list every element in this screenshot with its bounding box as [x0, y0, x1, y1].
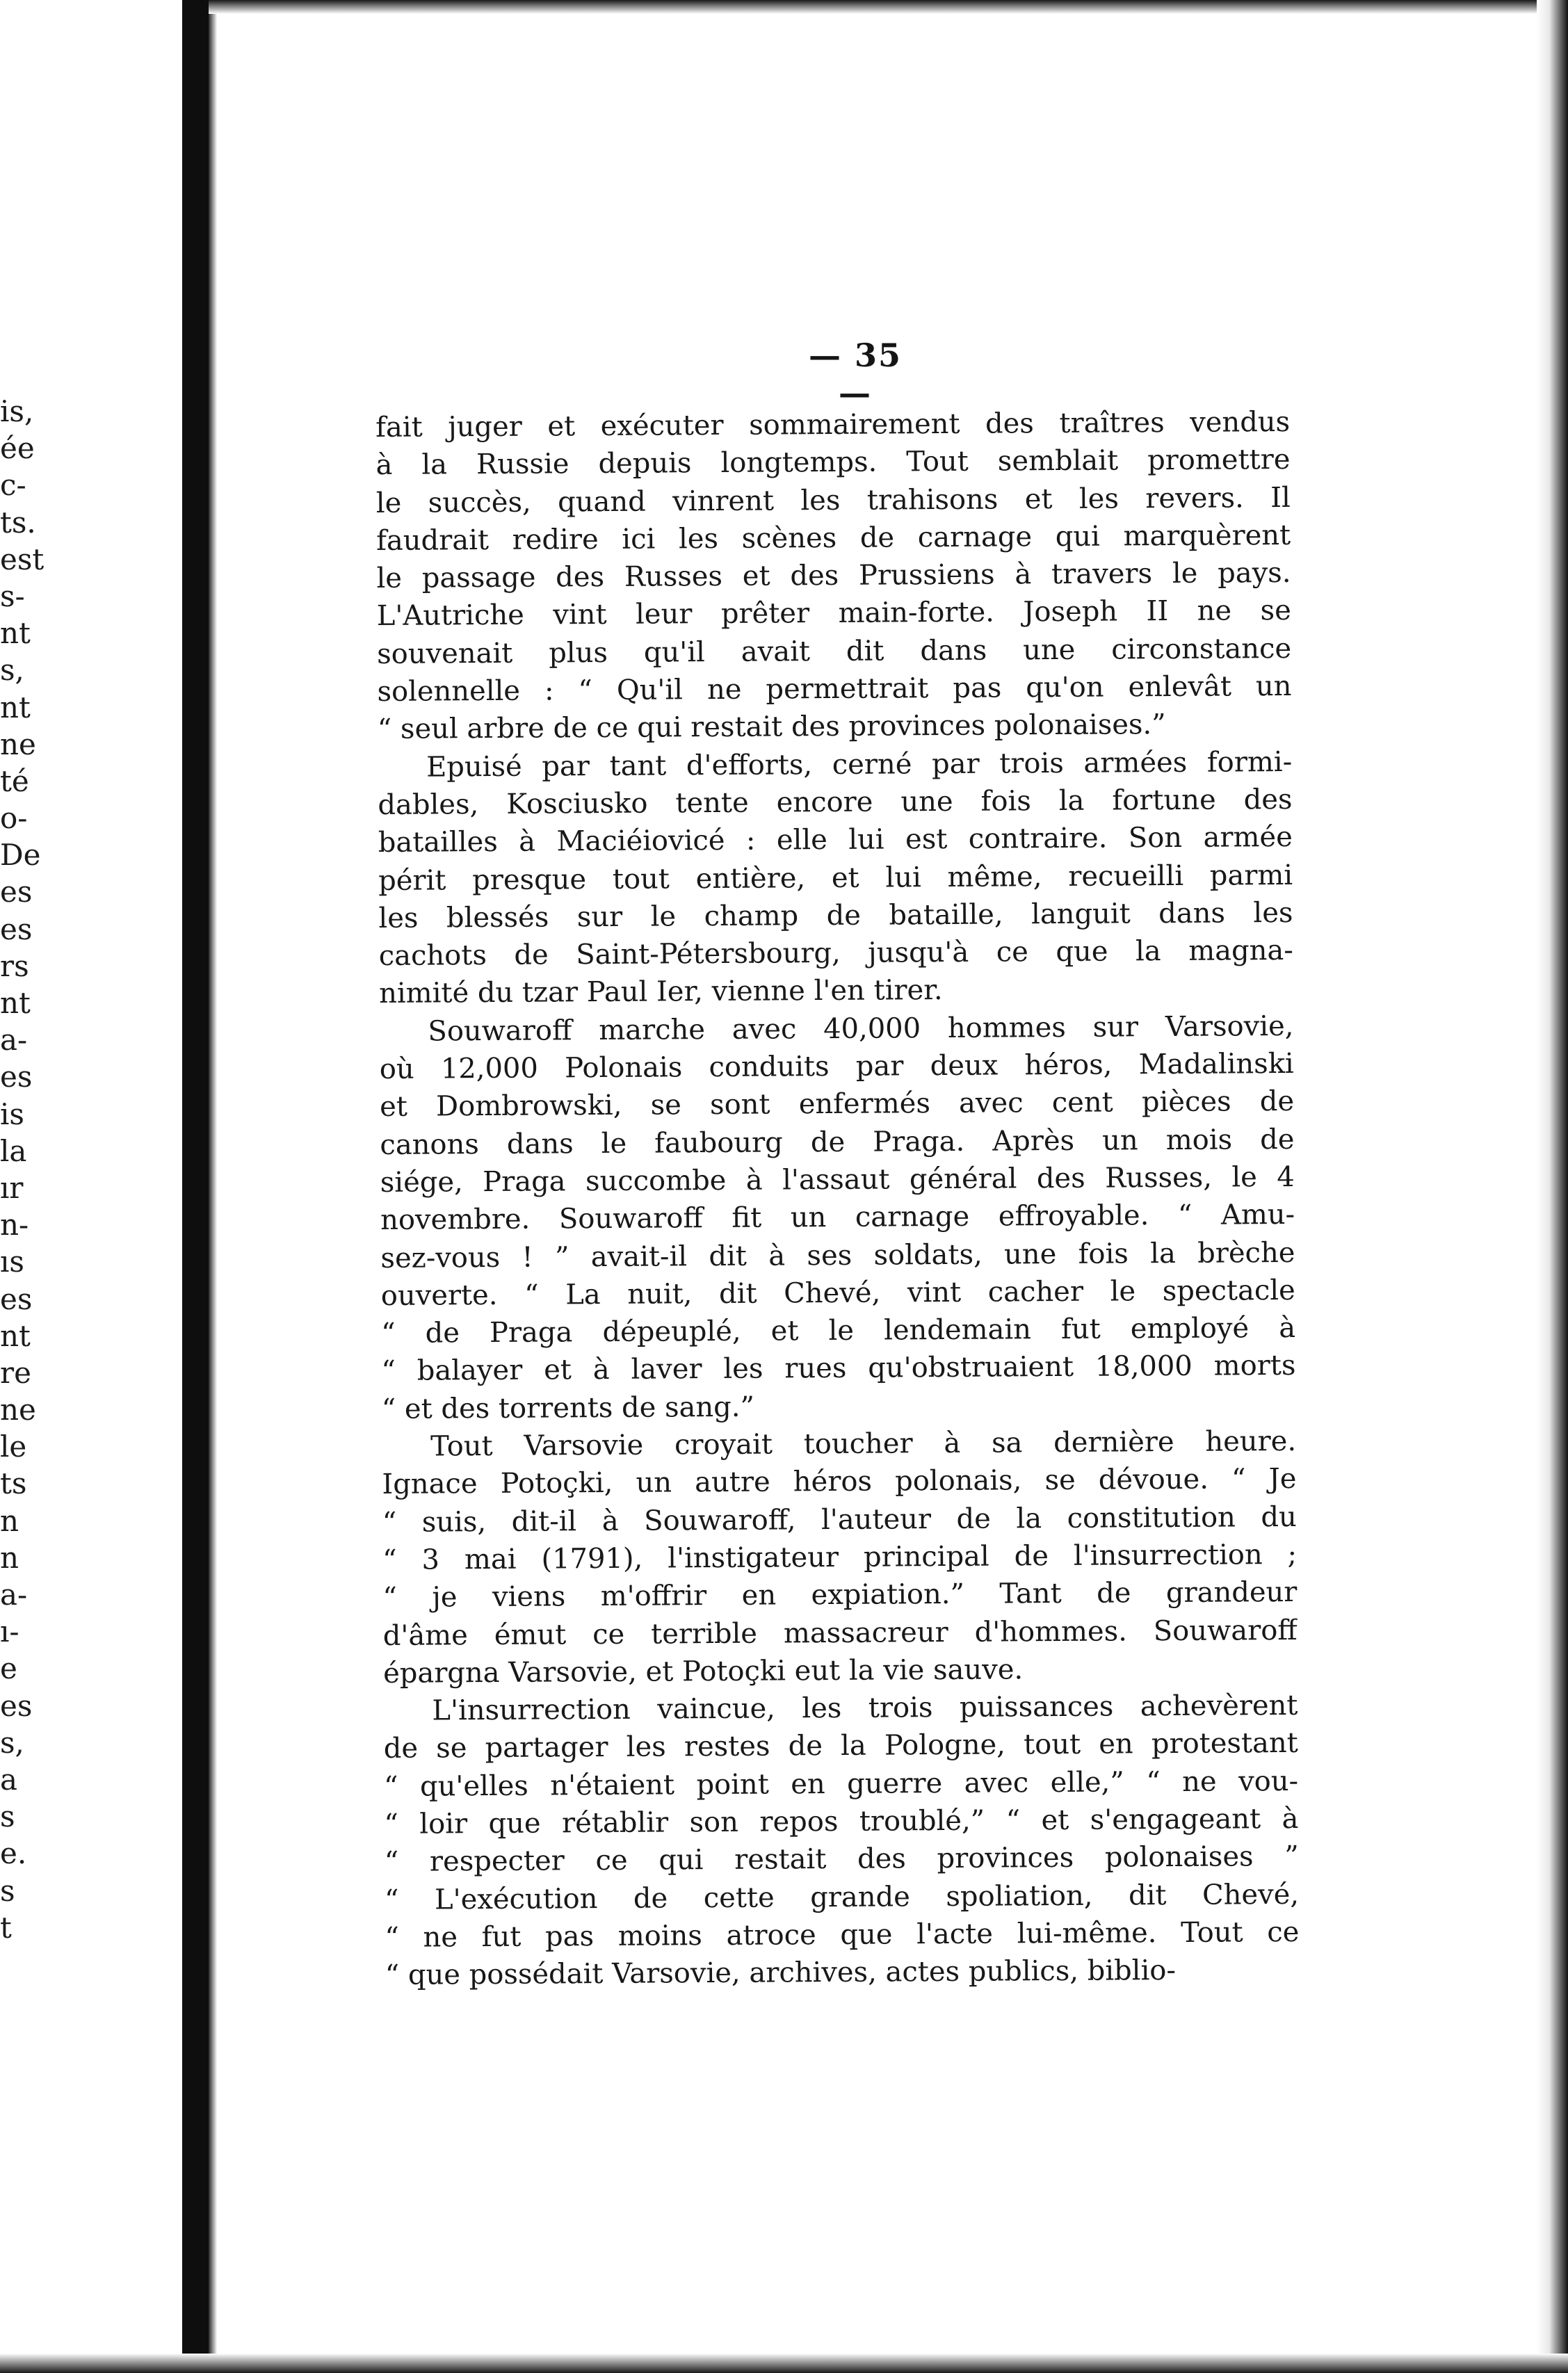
- text-line: et Dombrowski, se sont enfermés avec cent pièces de: [379, 1085, 1295, 1124]
- facing-page-fragment: is: [0, 1096, 24, 1131]
- text-line: fait juger et exécuter sommairement des traîtres vendus: [375, 405, 1291, 444]
- facing-page-line-endings: [0, 393, 44, 1946]
- facing-page-fragment: ne: [0, 1393, 36, 1427]
- text-line: “ ne fut pas moins atroce que l'acte lui-même. Tout ce: [385, 1916, 1300, 1954]
- facing-page-fragment: n: [0, 1503, 19, 1538]
- facing-page-fragment: n-: [0, 1208, 29, 1242]
- facing-page-fragment: té: [0, 763, 29, 798]
- facing-page-fragment: es: [0, 1688, 33, 1723]
- text-line: “ balayer et à laver les rues qu'obstruaient 18,000 morts: [381, 1350, 1296, 1388]
- text-line: “ 3 mai (1791), l'instigateur principal de l'insurrection ;: [382, 1538, 1298, 1576]
- facing-page-fragment: s: [0, 1873, 15, 1908]
- facing-page-left: [0, 0, 182, 2373]
- right-page-edge: [1537, 0, 1568, 2373]
- facing-page-fragment: re: [0, 1355, 31, 1390]
- facing-page-fragment: la: [0, 1133, 27, 1168]
- facing-page-fragment: ts: [0, 1466, 27, 1501]
- facing-page-fragment: est: [0, 542, 45, 576]
- text-line: “ qu'elles n'étaient point en guerre avec elle,” “ ne vou-: [383, 1765, 1299, 1803]
- facing-page-fragment: t: [0, 1910, 12, 1945]
- gutter-shadow: [209, 0, 217, 2373]
- text-line: Tout Varsovie croyait toucher à sa dernière heure.: [430, 1425, 1297, 1463]
- facing-page-fragment: ı-: [0, 1614, 19, 1649]
- facing-page-fragment: a-: [0, 1578, 28, 1612]
- facing-page-fragment: es: [0, 1281, 33, 1316]
- text-line: L'insurrection vaincue, les trois puissances achevèrent: [432, 1690, 1298, 1727]
- text-line: novembre. Souwaroff fit un carnage effroyable. “ Amu-: [380, 1199, 1295, 1237]
- facing-page-fragment: e: [0, 1651, 17, 1686]
- text-line: sez-vous ! ” avait-il dit à ses soldats, une fois la brèche: [380, 1236, 1295, 1274]
- facing-page-fragment: nt: [0, 616, 31, 651]
- text-line: périt presque tout entière, et lui même, recueilli parmi: [378, 859, 1293, 897]
- text-line: Ignace Potoçki, un autre héros polonais, se dévoue. “ Je: [382, 1463, 1297, 1501]
- facing-page-fragment: ıs: [0, 1245, 24, 1279]
- text-line: où 12,000 Polonais conduits par deux héros, Madalinski: [379, 1047, 1294, 1086]
- facing-page-fragment: ır: [0, 1170, 24, 1205]
- text-line: à la Russie depuis longtemps. Tout semblait promettre: [375, 444, 1291, 482]
- text-line: de se partager les restes de la Pologne, tout en protestant: [383, 1727, 1298, 1765]
- facing-page-fragment: a-: [0, 1023, 28, 1058]
- facing-page-fragment: De: [0, 838, 41, 873]
- facing-page-fragment: es: [0, 1060, 33, 1094]
- text-line: “ L'exécution de cette grande spoliation, dit Chevé,: [384, 1878, 1300, 1916]
- facing-page-fragment: c-: [0, 468, 26, 503]
- text-line: Souwaroff marche avec 40,000 hommes sur Varsovie,: [428, 1010, 1294, 1048]
- text-line: “ loir que rétablir son repos troublé,” “ et s'engageant à: [384, 1802, 1299, 1840]
- facing-page-fragment: es: [0, 912, 33, 946]
- text-line: les blessés sur le champ de bataille, languit dans les: [378, 896, 1293, 934]
- facing-page-fragment: nt: [0, 1318, 31, 1353]
- facing-page-fragment: n: [0, 1540, 19, 1575]
- text-line: “ seul arbre de ce qui restait des provinces polonaises.”: [377, 708, 1166, 746]
- text-line: canons dans le faubourg de Praga. Après un mois de: [380, 1123, 1295, 1161]
- facing-page-fragment: nt: [0, 690, 31, 724]
- text-line: “ que possédait Varsovie, archives, actes publics, biblio-: [385, 1954, 1177, 1992]
- text-line: siége, Praga succombe à l'assaut général des Russes, le 4: [380, 1160, 1295, 1199]
- text-line: “ respecter ce qui restait des provinces polonaises ”: [384, 1840, 1299, 1879]
- bottom-page-edge: [0, 2354, 1568, 2373]
- facing-page-fragment: le: [0, 1430, 27, 1464]
- text-line: nimité du tzar Paul Ier, vienne l'en tirer.: [378, 974, 943, 1010]
- text-line: le succès, quand vinrent les trahisons et les revers. Il: [375, 481, 1291, 519]
- text-line: batailles à Maciéiovicé : elle lui est contraire. Son armée: [378, 821, 1293, 859]
- text-line: d'âme émut ce terrible massacreur d'hommes. Souwaroff: [382, 1614, 1298, 1652]
- facing-page-fragment: nt: [0, 986, 31, 1020]
- facing-page-fragment: ne: [0, 727, 36, 761]
- text-line: le passage des Russes et des Prussiens à travers le pays.: [376, 557, 1291, 595]
- text-line: cachots de Saint-Pétersbourg, jusqu'à ce que la magna-: [378, 934, 1293, 973]
- facing-page-fragment: s,: [0, 653, 24, 688]
- facing-page-fragment: s: [0, 1799, 15, 1834]
- text-line: ouverte. “ La nuit, dit Chevé, vint cacher le spectacle: [380, 1274, 1295, 1312]
- text-line: Epuisé par tant d'efforts, cerné par trois armées formi-: [426, 745, 1293, 784]
- facing-page-fragment: s-: [0, 578, 25, 613]
- text-line: “ et des torrents de sang.”: [381, 1391, 755, 1425]
- text-line: dables, Kosciusko tente encore une fois la fortune des: [378, 783, 1293, 821]
- text-line: “ je viens m'offrir en expiation.” Tant de grandeur: [382, 1576, 1298, 1614]
- facing-page-fragment: is,: [0, 394, 34, 428]
- text-line: solennelle : “ Qu'il ne permettrait pas qu'on enlevât un: [377, 670, 1292, 708]
- text-line: “ de Praga dépeuplé, et le lendemain fut employé à: [380, 1312, 1296, 1350]
- facing-page-fragment: ée: [0, 431, 35, 466]
- text-line: souvenait plus qu'il avait dit dans une circonstance: [377, 632, 1292, 670]
- body-text: [375, 403, 1300, 1994]
- top-edge-shadow: [209, 0, 1568, 14]
- facing-page-fragment: s,: [0, 1725, 24, 1760]
- facing-page-fragment: rs: [0, 948, 29, 983]
- page-number: — 35 —: [808, 337, 903, 412]
- facing-page-fragment: o-: [0, 801, 28, 836]
- facing-page-fragment: a: [0, 1762, 18, 1797]
- text-line: L'Autriche vint leur prêter main-forte. Joseph II ne se: [376, 594, 1291, 633]
- facing-page-fragment: e.: [0, 1836, 27, 1871]
- facing-page-fragment: ts.: [0, 505, 36, 540]
- text-line: épargna Varsovie, et Potoçki eut la vie sauve.: [382, 1653, 1024, 1690]
- text-line: faudrait redire ici les scènes de carnage qui marquèrent: [376, 519, 1291, 557]
- facing-page-fragment: es: [0, 875, 33, 909]
- text-line: “ suis, dit-il à Souwaroff, l'auteur de la constitution du: [382, 1500, 1297, 1539]
